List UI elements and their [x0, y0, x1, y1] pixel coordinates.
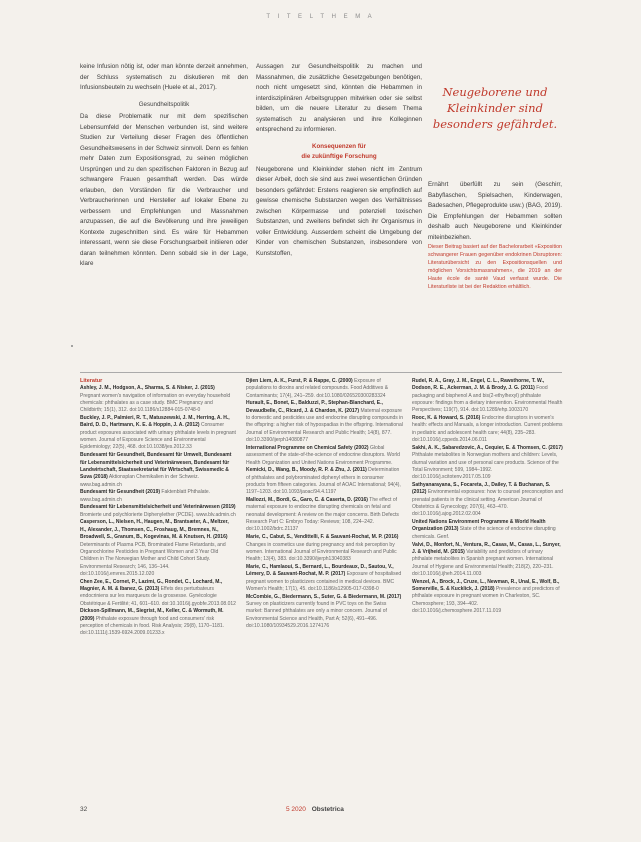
pull-quote: [428, 84, 562, 132]
reference-details: Phthalate exposure through food and consumers' risk perception of chemicals in food. Risk Analysis; 29(8), 1170–1181. doi:10.1111/j.1539-6924.2009.01233.x: [80, 615, 225, 637]
references-column-1: [80, 378, 236, 638]
reference-entry: [80, 489, 236, 504]
reference-entry: [412, 378, 564, 415]
reference-details: Changes in cosmetics use during pregnancy and risk perception by women. International Journal of Environmental Research and Public Health; 13(4), 383. doi:10.3390/ijerph13040383: [246, 541, 397, 563]
reference-details: Determinants of Plasma PCB, Brominated Flame Retardants, and Organochlorine Pesticides in Pregnant Women and 3 Year Old Children in The Norwegian Mother and Child Cohort Study. Environmental Research; 146, 136–144. doi:10.1016/j.envres.2015.12.020: [80, 541, 226, 577]
reference-details: Exposure of populations to dioxins and related compounds. Food Additives & Contaminants; 17(4), 241–259. doi:10.1080/026520300283324: [246, 378, 389, 399]
reference-authors: Chen Zee, E., Cornet, P., Lazimi, G., Rondet, C., Lochard, M., Magnier, A. M. & Ibanez, G. (2013): [80, 578, 223, 592]
reference-authors: Mallozzi, M., Bordi, G., Garo, C. & Caserta, D. (2016): [246, 497, 368, 504]
reference-entry: [80, 452, 236, 489]
reference-entry: [80, 385, 236, 414]
reference-details: The effect of maternal exposure to endocrine disrupting chemicals on fetal and neonatal development: A review on the major concerns. Birth Defects Research Part C: Embryo Today: Reviews; 108, 224–242. doi:10.1002/bdrc.21137: [246, 497, 399, 533]
reference-authors: Dickson-Spillmann, M., Siegrist, M., Keller, C. & Wormuth, M. (2009): [80, 608, 224, 622]
reference-details: Endocrine disruptors in women's health: effects and Manuals, a longer introduction. Current problems in pediatric and adolescent health care; 44(8), 235–283. doi:10.1016/j.cppeds.2014.06.011: [412, 415, 563, 444]
magazine-title: Obstetrica: [311, 806, 344, 813]
references-title: Literatur: [80, 378, 103, 384]
reference-details: Bromierte und polychlorierte Diphenylether (PCDE). www.blv.admin.ch: [80, 511, 236, 518]
reference-entry: [246, 564, 404, 593]
section-heading-line: Konsequenzen für: [312, 142, 366, 150]
reference-authors: Bundesamt für Gesundheit, Bundesamt für Umwelt, Bundesamt für Lebensmittelsicherheit und Veterinärwesen, Bundesamt für Landwirtschaft, Staatssekretariat für Wirtschaft, Swissmedic & Suva (2018): [80, 452, 232, 481]
paragraph: Ernährt überfüllt zu sein (Geschirr, Babyflaschen, Spielsachen, Kinderwagen, Badesachen, Pflegeprodukte usw.) (BAG, 2019). Die Empfehlungen der Hebammen sollten deshalb auch Neugeborene und Kleinkinder miteinbeziehen.: [428, 181, 562, 241]
reference-authors: Hurault, E., Bonet, E., Balduzzi, P., Stephan-Blanchard, E., Devaudbelle, C., Ricard, J. & Chardon, K. (2017): [246, 400, 383, 414]
reference-entry: [246, 497, 404, 534]
section-heading: Gesundheitspolitik: [138, 100, 190, 108]
paragraph: Da diese Problematik nur mit dem spezifischen Lebensumfeld der Menschen verbunden ist, sind weitere Studien zur Verteilung dieser Fragen des öffentlichen Gesundheitswesens in der Schweiz sinnvoll. Denn es fehlen mehr Daten zum Expositionsgrad, zu seinen möglichen Ursprüngen und zu den spezifischen Faktoren in Bezug auf schwangere Frauen gesamthaft werden. Das würde erlauben, den Vorständen für die Verbraucher und Verbraucherinnen und Hersteller auf lokaler Ebene zu verbessern und Empfehlungen und Massnahmen anzupassen, die auf die Bevölkerung und ihre jeweiligen Kontexte zugeschnitten sind. Es wäre für Hebammen interessant, wenn sie diese Forschungsarbeit initiieren oder daran teilnehmen könnten. Denn sobald sie in der Lage, klare: [80, 113, 248, 267]
running-head: T I T E L T H E M A: [266, 14, 375, 20]
reference-details: Effets des perturbateurs endocriniens sur les marqueurs de la grossesse. Gynécologie Obstétrique & Fertilité; 41, 601–610. doi:10.1016/j.gyobfe.2013.08.012: [80, 585, 236, 607]
reference-details: Maternal exposure to domestic and pesticides use and endocrine disrupting compounds in the offspring: a higher risk of hypospadias in the offspring. International Journal of Environmental Research and Public Health; 14(8), 877. doi:10.3390/ijerph14080877: [246, 407, 404, 444]
reference-entry: [246, 378, 404, 400]
reference-details: Prevalence and predictors of phthalate exposure in pregnant women in Charleston, SC. Chemosphere; 193, 394–402. doi:10.1016/j.chemosphere.2017.11.019: [412, 585, 560, 614]
reference-entry: [80, 504, 236, 519]
reference-details: Phthalate metabolites in Norwegian mothers and children: Levels, diurnal variation and use of personal care products. Science of the Total Environment; 599, 1984–1992. doi:10.1016/j.scitotenv.2017.05.109: [412, 452, 559, 481]
reference-entry: [246, 445, 404, 467]
reference-authors: Ashley, J. M., Hodgson, A., Sharma, S. & Nisker, J. (2015): [80, 385, 215, 392]
reference-details: Global assessment of the state-of-the-science of endocrine disruptors. World Health Organization and United Nations Environment Programme.: [246, 444, 400, 466]
reference-authors: International Programme on Chemical Safety (2002): [246, 444, 369, 451]
reference-authors: Buckley, J. P., Palmieri, R. T., Matuszewski, J. M., Herring, A. H., Baird, D. D., Hartmann, K. E. & Hoppin, J. A. (2012): [80, 415, 230, 429]
references-column-3: [412, 378, 564, 616]
reference-details: Food packaging and bisphenol A and bis(2-ethylhexyl) phthalate exposure: findings from a dietary intervention. Environmental Health Perspectives; 119(7), 914. doi:10.1289/ehp.1003170: [412, 385, 563, 414]
reference-authors: Valvi, D., Monfort, N., Ventura, R., Casas, M., Casas, L., Sunyer, J. & Vrijheid, M. (2015): [412, 541, 561, 555]
text-column-1: [80, 62, 248, 270]
margin-dot: [71, 345, 73, 347]
reference-entry: [246, 467, 404, 496]
reference-authors: Wenzel, A., Brock, J., Cruze, L., Newman, R., Unal, E., Wolf, B., Somerville, S. & Kucklick, J. (2018): [412, 578, 560, 592]
reference-authors: Sathyanarayana, S., Focareta, J., Dailey, T. & Buchanan, S. (2012): [412, 481, 551, 496]
pull-quote-line: besonders gefährdet.: [432, 117, 558, 131]
section-heading: [256, 142, 422, 163]
reference-authors: Marie, C., Hamlaoui, S., Bernard, L., Bourdeaux, D., Sautou, V., Lémery, D. & Sauvant-Rochat, M. P. (2017): [246, 563, 394, 578]
reference-entry: [80, 415, 236, 452]
reference-authors: Rudel, R. A., Gray, J. M., Engel, C. L., Rawsthorne, T. W., Dodson, R. E., Ackerman, J. M. & Brody, J. G. (2011): [412, 378, 545, 392]
reference-details: State of the science of endocrine disrupting chemicals. Genf.: [412, 526, 556, 540]
issue-label: 5 2020: [286, 806, 306, 813]
reference-entry: [412, 542, 564, 579]
pull-quote-line: Neugeborene und: [442, 85, 548, 99]
reference-entry: [80, 608, 236, 637]
reference-details: Pregnant women's navigation of information on everyday household chemicals: phthalates as a case study. BMC Pregnancy and Childbirth; 15(1), 312. doi:10.1186/s12884-015-0748-0: [80, 392, 231, 414]
references-column-2: [246, 378, 404, 631]
reference-details: Aktionsplan Chemikalien in der Schweiz. www.bag.admin.ch: [80, 474, 199, 488]
reference-details: Exposure of hospitalised pregnant women to plasticizers contained in medical devices. BMC Women's Health; 17(1), 45. doi:10.1186/s12905-017-0398-0: [246, 571, 402, 592]
reference-entry: [80, 579, 236, 608]
references-divider: [80, 372, 562, 373]
reference-entry: [80, 519, 236, 578]
page-number: 32: [80, 806, 88, 813]
reference-details: Determination of phthalates and polybrominated diphenyl ethers in consumer products from fifteen categories. Journal of AOAC International; 94(4), 1197–1203. doi:10.1093/jaoac/94.4.1197: [246, 467, 401, 496]
reference-entry: [246, 594, 404, 631]
reference-authors: Casperson, L., Nielsen, H., Haugen, M., Brantsæter, A., Meltzer, H., Alexander, J., Thomsen, C., Froshaug, M., Bremnes, N., Broadwell, S., Granum, B., Kogevinas, M. & Knutsen, H. (2016): [80, 519, 229, 541]
reference-entry: [412, 445, 564, 482]
reference-details: Survey on plasticizers currently found in PVC toys on the Swiss market: Banned phthalates are only a minor concern. Journal of Environmental Science and Health, Part A; 52(6), 491–496. doi:10.1080/10934529.2016.1274176: [246, 601, 387, 630]
reference-entry: [412, 519, 564, 541]
reference-authors: McCombie, G., Biedermann, S., Suter, G. & Biedermann, M. (2017): [246, 593, 402, 600]
reference-authors: Marie, C., Cabut, S., Vendittelli, F. & Sauvant-Rochat, M. P. (2016): [246, 534, 399, 541]
reference-details: Consumer product exposures associated with urinary phthalate levels in pregnant women. Journal of Exposure Science and Environmental Epidemiology; 22(5), 468. doi:10.1038/jes.2012.33: [80, 422, 236, 451]
pull-quote-line: Kleinkinder sind: [447, 101, 543, 115]
reference-authors: Djien Liem, A. K., Furst, P. & Rappe, C. (2000): [246, 378, 353, 384]
text-column-2: [256, 62, 422, 259]
reference-entry: [412, 415, 564, 444]
reference-authors: Sakhi, A. K., Sabaredzovic, A., Cequier, E. & Thomsen, C. (2017): [412, 444, 563, 451]
reference-entry: [246, 534, 404, 563]
paragraph: Neugeborene und Kleinkinder stehen nicht im Zentrum dieser Arbeit, doch sie sind aus zwei wesentlichen Gründen besonders gefährdet: Erstens reagieren sie empfindlich auf gewisse chemische Substanzen wegen des Verhältnisses zwischen Körpermasse und potenziell toxischen Substanzen, und zweitens befindet sich ihr Organismus in voller Entwicklung. Ausserdem scheint die Umgebung der Kinder von chemischen Substanzen, insbesondere von Kunststoffen,: [256, 165, 422, 257]
reference-authors: United Nations Environment Programme & World Health Organization (2013): [412, 519, 546, 533]
reference-authors: Kemicki, D., Wang, B., Moody, R. P. & Zhu, J. (2011): [246, 467, 367, 474]
section-heading-line: die zukünftige Forschung: [301, 153, 377, 160]
reference-details: Environmental exposures: how to counsel preconception and prenatal patients in the clinical setting. American Journal of Obstetrics & Gynecology; 207(6), 463–470. doi:10.1016/j.ajog.2012.02.004: [412, 489, 563, 518]
paragraph: keine Infusion nötig ist, oder man könnte derzeit annehmen, der Schluss systematisch zu diskutieren mit den Infusionsbeuteln zu wechseln (Huele et al., 2017).: [80, 63, 248, 91]
text-column-3: [428, 62, 562, 291]
reference-details: Variability and predictors of urinary phthalate metabolites in Spanish pregnant women. International Journal of Hygiene and Environmental Health; 218(2), 220–231. doi:10.1016/j.ijheh.2014.11.003: [412, 548, 554, 577]
reference-authors: Bundesamt für Gesundheit (2019): [80, 489, 161, 496]
reference-entry: [412, 482, 564, 519]
reference-authors: Rooc, K. & Howard, S. (2016): [412, 415, 481, 422]
reference-entry: [412, 579, 564, 616]
source-note: Dieser Beitrag basiert auf der Bachelorarbeit «Exposition schwangerer Frauen gegenüber endokrinen Disruptoren: Literaturübersicht zu den Expositionsquellen und möglichen Vorsichtsmassnahmen», die 2019 an der Haute école de santé Vaud verfasst wurde. Die Literaturliste ist bei der Redaktion erhältlich.: [428, 244, 562, 290]
reference-details: Faktenblatt Phthalate. www.bag.admin.ch: [80, 489, 211, 503]
magazine-name: [286, 806, 344, 813]
reference-authors: Bundesamt für Lebensmittelsicherheit und Veterinärwesen (2019): [80, 504, 236, 511]
paragraph: Aussagen zur Gesundheitspolitik zu machen und Massnahmen, die zusätzliche Gesetzgebungen benötigen, noch nicht umgesetzt sind, könnten die Hebammen in interdisziplinären Arbeitsgruppen mitwirken oder sie selbst bilden, um die neuere Literatur zu diesem Thema systematisch zu analysieren und ihre Kolleginnen entsprechend zu informieren.: [256, 63, 422, 133]
reference-entry: [246, 400, 404, 444]
